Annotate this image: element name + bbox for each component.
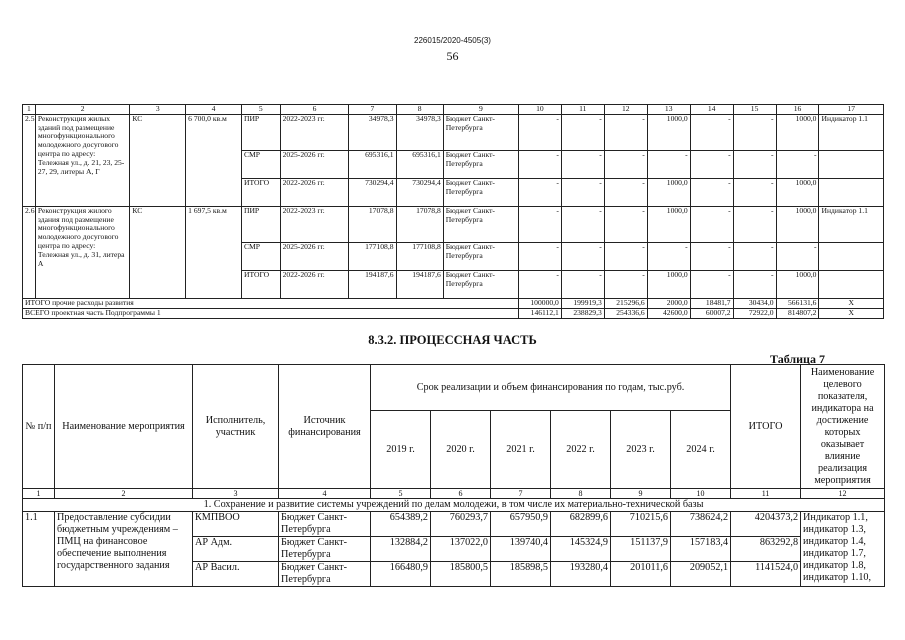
value-cell: - xyxy=(604,242,647,270)
total-value: 60007,2 xyxy=(690,308,733,318)
column-numbers-row xyxy=(23,489,885,499)
value-cell: 1000,0 xyxy=(647,206,690,242)
column-number: 8 xyxy=(396,105,443,115)
total-mark: Х xyxy=(819,308,884,318)
value-cell: 1000,0 xyxy=(647,178,690,206)
indicator: Индикатор 1.1 xyxy=(819,206,884,242)
indicator: Индикатор 1.1 xyxy=(819,114,884,150)
total-value: 199919,3 xyxy=(561,298,604,308)
value-cell: 695316,1 xyxy=(349,150,396,178)
project-capacity: 1 697,5 кв.м xyxy=(186,206,242,298)
header-executor: Исполнитель, участник xyxy=(193,365,279,489)
column-number: 2 xyxy=(35,105,129,115)
value-cell: 682899,6 xyxy=(551,512,611,537)
project-name: Реконструкция жилых зданий под размещение многофункционального молодежного досугового центра по адресу: Тележная ул., д. 21, 23, 25-27, 29, литеры А, Г xyxy=(35,114,129,206)
project-part-table xyxy=(22,104,884,319)
value-cell: - xyxy=(561,270,604,298)
period: 2022-2026 гг. xyxy=(280,178,349,206)
value-cell: - xyxy=(690,114,733,150)
column-number: 11 xyxy=(561,105,604,115)
header-total: ИТОГО xyxy=(731,365,801,489)
project-type: КС xyxy=(130,206,186,298)
value-cell: 201011,6 xyxy=(611,562,671,587)
indicator xyxy=(819,150,884,178)
column-number: 7 xyxy=(491,489,551,499)
total-value: 146112,1 xyxy=(518,308,561,318)
indicator xyxy=(819,270,884,298)
value-cell: 194187,6 xyxy=(349,270,396,298)
funding-source: Бюджет Санкт-Петербурга xyxy=(443,150,518,178)
column-number: 1 xyxy=(23,105,36,115)
funding-source: Бюджет Санкт-Петербурга xyxy=(279,512,371,537)
value-cell: 4204373,2 xyxy=(731,512,801,537)
column-number: 10 xyxy=(671,489,731,499)
value-cell: - xyxy=(690,150,733,178)
executor: АР Адм. xyxy=(193,537,279,562)
total-value: 72922,0 xyxy=(733,308,776,318)
indicator xyxy=(819,178,884,206)
value-cell: 193280,4 xyxy=(551,562,611,587)
stage: ПИР xyxy=(241,114,280,150)
value-cell: - xyxy=(733,242,776,270)
value-cell: - xyxy=(518,206,561,242)
value-cell: 145324,9 xyxy=(551,537,611,562)
value-cell: 738624,2 xyxy=(671,512,731,537)
value-cell: 1000,0 xyxy=(776,178,819,206)
value-cell: - xyxy=(561,150,604,178)
doc-id: 226015/2020-4505(3) xyxy=(414,36,491,45)
value-cell: - xyxy=(733,206,776,242)
value-cell: - xyxy=(733,114,776,150)
stage: СМР xyxy=(241,242,280,270)
value-cell: 34978,3 xyxy=(349,114,396,150)
total-mark: Х xyxy=(819,298,884,308)
section-row xyxy=(23,499,885,512)
value-cell: 730294,4 xyxy=(349,178,396,206)
period: 2022-2026 гг. xyxy=(280,270,349,298)
header-year: 2020 г. xyxy=(431,411,491,489)
column-number: 17 xyxy=(819,105,884,115)
column-number: 11 xyxy=(731,489,801,499)
value-cell: - xyxy=(690,270,733,298)
total-value: 18481,7 xyxy=(690,298,733,308)
value-cell: - xyxy=(604,114,647,150)
value-cell: 166480,9 xyxy=(371,562,431,587)
value-cell: - xyxy=(690,178,733,206)
value-cell: - xyxy=(604,206,647,242)
value-cell: 1141524,0 xyxy=(731,562,801,587)
header-name: Наименование мероприятия xyxy=(55,365,193,489)
project-name: Реконструкция жилого здания под размещение многофункционального молодежного досугового центра по адресу: Тележная ул., д. 31, литера А xyxy=(35,206,129,298)
column-number: 13 xyxy=(647,105,690,115)
total-value: 566131,6 xyxy=(776,298,819,308)
section-row-label: 1. Сохранение и развитие системы учреждений по делам молодежи, в том числе их материально-технической базы xyxy=(23,499,885,512)
funding-source: Бюджет Санкт-Петербурга xyxy=(443,178,518,206)
executor: КМПВОО xyxy=(193,512,279,537)
section-title: 8.3.2. ПРОЦЕССНАЯ ЧАСТЬ xyxy=(368,333,537,347)
total-value: 814807,2 xyxy=(776,308,819,318)
totals-row xyxy=(23,298,884,308)
value-cell: - xyxy=(647,150,690,178)
total-value: 215296,6 xyxy=(604,298,647,308)
value-cell: 1000,0 xyxy=(776,206,819,242)
value-cell: - xyxy=(604,178,647,206)
value-cell: - xyxy=(518,242,561,270)
value-cell: - xyxy=(690,206,733,242)
column-number: 14 xyxy=(690,105,733,115)
period: 2025-2026 гг. xyxy=(280,242,349,270)
value-cell: - xyxy=(518,270,561,298)
period: 2022-2023 гг. xyxy=(280,206,349,242)
header-num: № п/п xyxy=(23,365,55,489)
value-cell: 151137,9 xyxy=(611,537,671,562)
funding-source: Бюджет Санкт-Петербурга xyxy=(279,537,371,562)
project-capacity: 6 700,0 кв.м xyxy=(186,114,242,206)
totals-label: ВСЕГО проектная часть Подпрограммы 1 xyxy=(23,308,519,318)
value-cell: 17078,8 xyxy=(396,206,443,242)
header-year: 2022 г. xyxy=(551,411,611,489)
stage: ИТОГО xyxy=(241,270,280,298)
item-row xyxy=(23,512,885,537)
column-number: 9 xyxy=(443,105,518,115)
value-cell: - xyxy=(690,242,733,270)
column-number: 10 xyxy=(518,105,561,115)
column-number: 4 xyxy=(279,489,371,499)
funding-source: Бюджет Санкт-Петербурга xyxy=(443,270,518,298)
value-cell: - xyxy=(733,150,776,178)
table-caption: Таблица 7 xyxy=(770,352,825,366)
value-cell: - xyxy=(733,270,776,298)
header-period-group: Срок реализации и объем финансирования по годам, тыс.руб. xyxy=(371,365,731,411)
header-year: 2023 г. xyxy=(611,411,671,489)
indicator xyxy=(819,242,884,270)
executor: АР Васил. xyxy=(193,562,279,587)
column-number: 5 xyxy=(241,105,280,115)
item-number: 1.1 xyxy=(23,512,55,587)
value-cell: 657950,9 xyxy=(491,512,551,537)
header-source: Источник финансирования xyxy=(279,365,371,489)
totals-label: ИТОГО прочие расходы развития xyxy=(23,298,519,308)
header-year: 2019 г. xyxy=(371,411,431,489)
value-cell: - xyxy=(604,150,647,178)
value-cell: 177108,8 xyxy=(396,242,443,270)
value-cell: 710215,6 xyxy=(611,512,671,537)
column-number: 12 xyxy=(801,489,885,499)
header-indicator: Наименование целевого показателя, индикатора на достижение которых оказывает влияние реализация мероприятия xyxy=(801,365,885,489)
value-cell: 157183,4 xyxy=(671,537,731,562)
value-cell: - xyxy=(561,178,604,206)
value-cell: 132884,2 xyxy=(371,537,431,562)
column-number: 6 xyxy=(431,489,491,499)
value-cell: 760293,7 xyxy=(431,512,491,537)
value-cell: 695316,1 xyxy=(396,150,443,178)
value-cell: 177108,8 xyxy=(349,242,396,270)
stage: ИТОГО xyxy=(241,178,280,206)
value-cell: 185800,5 xyxy=(431,562,491,587)
header-year: 2024 г. xyxy=(671,411,731,489)
header-year: 2021 г. xyxy=(491,411,551,489)
period: 2022-2023 гг. xyxy=(280,114,349,150)
column-number: 5 xyxy=(371,489,431,499)
value-cell: - xyxy=(647,242,690,270)
process-part-table xyxy=(22,364,885,587)
funding-source: Бюджет Санкт-Петербурга xyxy=(443,114,518,150)
total-value: 2000,0 xyxy=(647,298,690,308)
value-cell: - xyxy=(518,114,561,150)
totals-row xyxy=(23,308,884,318)
value-cell: 1000,0 xyxy=(776,114,819,150)
funding-source: Бюджет Санкт-Петербурга xyxy=(279,562,371,587)
value-cell: - xyxy=(733,178,776,206)
value-cell: 34978,3 xyxy=(396,114,443,150)
project-row xyxy=(23,206,884,242)
total-value: 42600,0 xyxy=(647,308,690,318)
column-number: 8 xyxy=(551,489,611,499)
stage: ПИР xyxy=(241,206,280,242)
stage: СМР xyxy=(241,150,280,178)
total-value: 238829,3 xyxy=(561,308,604,318)
value-cell: - xyxy=(518,178,561,206)
total-value: 254336,6 xyxy=(604,308,647,318)
project-number: 2.5 xyxy=(23,114,36,206)
column-number: 3 xyxy=(193,489,279,499)
value-cell: 17078,8 xyxy=(349,206,396,242)
value-cell: - xyxy=(604,270,647,298)
value-cell: 654389,2 xyxy=(371,512,431,537)
value-cell: 139740,4 xyxy=(491,537,551,562)
column-number: 1 xyxy=(23,489,55,499)
value-cell: - xyxy=(561,114,604,150)
funding-source: Бюджет Санкт-Петербурга xyxy=(443,242,518,270)
value-cell: - xyxy=(776,242,819,270)
column-number: 9 xyxy=(611,489,671,499)
value-cell: 194187,6 xyxy=(396,270,443,298)
project-type: КС xyxy=(130,114,186,206)
column-number: 15 xyxy=(733,105,776,115)
value-cell: - xyxy=(776,150,819,178)
funding-source: Бюджет Санкт-Петербурга xyxy=(443,206,518,242)
value-cell: 185898,5 xyxy=(491,562,551,587)
item-name: Предоставление субсидии бюджетным учреждениям – ПМЦ на финансовое обеспечение выполнения государственного задания xyxy=(55,512,193,587)
total-value: 30434,0 xyxy=(733,298,776,308)
value-cell: 137022,0 xyxy=(431,537,491,562)
project-row xyxy=(23,114,884,150)
value-cell: - xyxy=(561,206,604,242)
header-row xyxy=(23,365,885,411)
value-cell: 1000,0 xyxy=(647,114,690,150)
project-number: 2.6 xyxy=(23,206,36,298)
page-number: 56 xyxy=(446,49,459,63)
value-cell: 209052,1 xyxy=(671,562,731,587)
column-number: 2 xyxy=(55,489,193,499)
column-number: 6 xyxy=(280,105,349,115)
column-number: 16 xyxy=(776,105,819,115)
total-value: 100000,0 xyxy=(518,298,561,308)
value-cell: 730294,4 xyxy=(396,178,443,206)
value-cell: - xyxy=(561,242,604,270)
value-cell: 1000,0 xyxy=(647,270,690,298)
item-indicators: Индикатор 1.1, индикатор 1.3, индикатор 1.4, индикатор 1.7, индикатор 1.8, индикатор 1.10, xyxy=(801,512,885,587)
column-number: 4 xyxy=(186,105,242,115)
column-number: 3 xyxy=(130,105,186,115)
column-numbers-row xyxy=(23,105,884,115)
value-cell: 1000,0 xyxy=(776,270,819,298)
column-number: 12 xyxy=(604,105,647,115)
period: 2025-2026 гг. xyxy=(280,150,349,178)
value-cell: - xyxy=(518,150,561,178)
column-number: 7 xyxy=(349,105,396,115)
value-cell: 863292,8 xyxy=(731,537,801,562)
